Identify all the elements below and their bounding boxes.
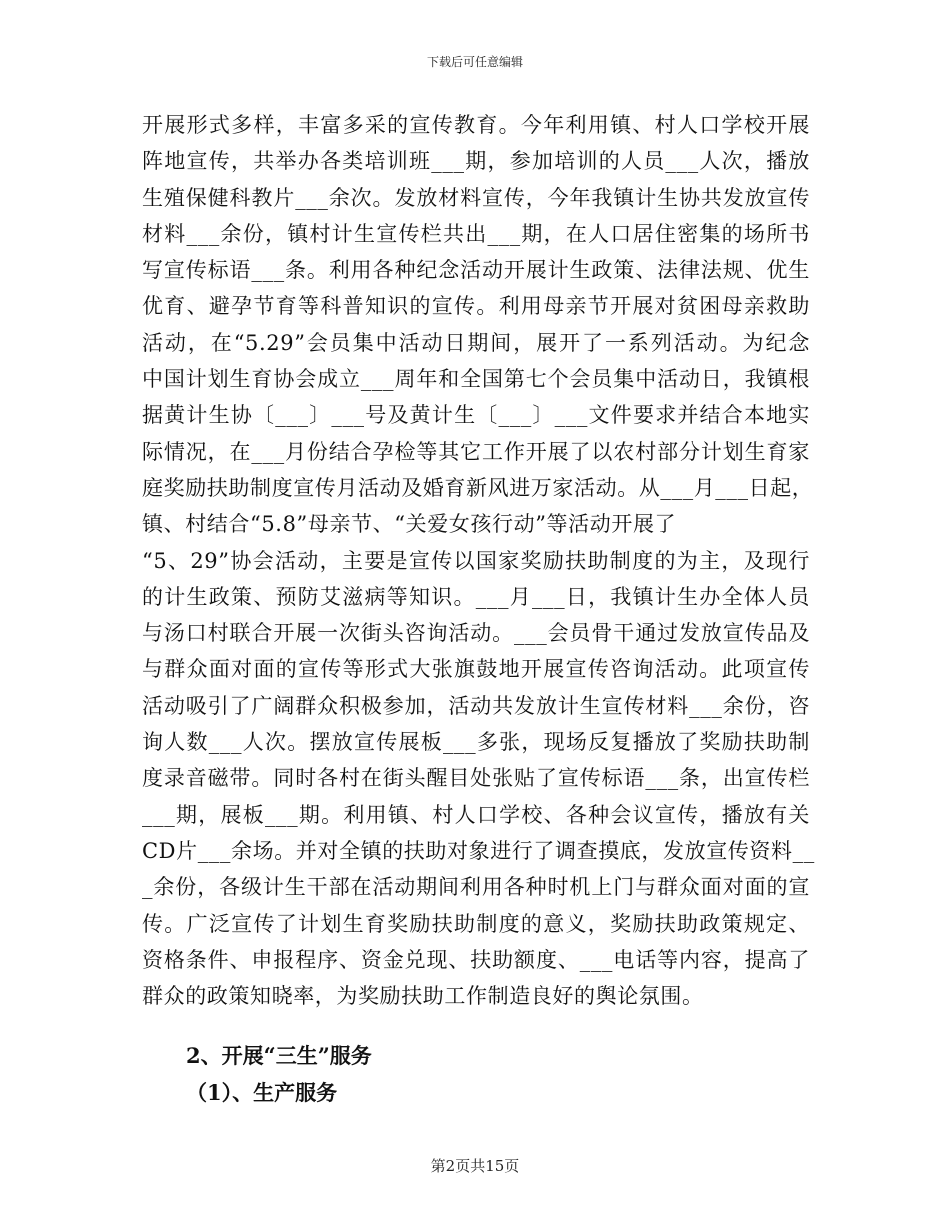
paragraph-line: 的计生政策、预防艾滋病等知识。___月___日，我镇计生办全体人员	[142, 584, 810, 609]
paragraph-line: “5、29”协会活动，主要是宣传以国家奖励扶助制度的为主，及现行	[142, 548, 810, 573]
paragraph-line: _余份，各级计生干部在活动期间利用各种时机上门与群众面对面的宣	[142, 875, 810, 900]
paragraph-line: 询人数___人次。摆放宣传展板___多张，现场反复播放了奖励扶助制	[142, 730, 810, 755]
paragraph-line: 开展形式多样，丰富多采的宣传教育。今年利用镇、村人口学校开展	[142, 113, 810, 137]
paragraph-line: CD片___余场。并对全镇的扶助对象进行了调查摸底，发放宣传资料__	[142, 838, 815, 863]
paragraph-line: 与群众面对面的宣传等形式大张旗鼓地开展宣传咨询活动。此项宣传	[142, 657, 810, 682]
paragraph-line: ___期，展板___期。利用镇、村人口学校、各种会议宣传，播放有关	[142, 802, 810, 827]
paragraph-line: 镇、村结合“5.8”母亲节、“关爱女孩行动”等活动开展了	[142, 512, 677, 537]
page-footer: 第2页共15页	[430, 1157, 520, 1175]
paragraph-line: 活动，在“5.29”会员集中活动日期间，展开了一系列活动。为纪念	[142, 330, 810, 355]
paragraph-line: 据黄计生协〔___〕___号及黄计生〔___〕___文件要求并结合本地实	[142, 403, 810, 428]
paragraph-line: 生殖保健科教片___余次。发放材料宣传，今年我镇计生协共发放宣传	[142, 185, 810, 210]
paragraph-line: 传。广泛宣传了计划生育奖励扶助制度的意义，奖励扶助政策规定、	[142, 911, 810, 936]
section-heading-text: 2、开展“三生”服务	[186, 1043, 372, 1068]
paragraph-line: 活动吸引了广阔群众积极参加，活动共发放计生宣传材料___余份，咨	[142, 693, 810, 718]
paragraph-line: 群众的政策知晓率，为奖励扶助工作制造良好的舆论氛围。	[142, 984, 704, 1009]
paragraph-line: 资格条件、申报程序、资金兑现、扶助额度、___电话等内容，提高了	[142, 947, 810, 972]
paragraph-line: 与汤口村联合开展一次街头咨询活动。___会员骨干通过发放宣传品及	[142, 621, 810, 646]
body-paragraph	[142, 107, 815, 1014]
paragraph-line: 优育、避孕节育等科普知识的宣传。利用母亲节开展对贫困母亲救助	[142, 294, 810, 319]
paragraph-line: 际情况，在___月份结合孕检等其它工作开展了以农村部分计划生育家	[142, 439, 810, 464]
paragraph-line: 材料___余份，镇村计生宣传栏共出___期，在人口居住密集的场所书	[142, 221, 810, 246]
paragraph-line: 庭奖励扶助制度宣传月活动及婚育新风进万家活动。从___月___日起，	[142, 475, 814, 500]
paragraph-line: 度录音磁带。同时各村在街头醒目处张贴了宣传标语___条，出宣传栏	[142, 766, 810, 791]
paragraph-line: 写宣传标语___条。利用各种纪念活动开展计生政策、法律法规、优生	[142, 258, 810, 283]
paragraph-line: 中国计划生育协会成立___周年和全国第七个会员集中活动日，我镇根	[142, 367, 810, 392]
page-header: 下载后可任意编辑	[426, 55, 523, 69]
subsection-heading-text: （1）、生产服务	[186, 1080, 338, 1105]
paragraph-line: 阵地宣传，共举办各类培训班___期，参加培训的人员___人次，播放	[142, 149, 810, 174]
